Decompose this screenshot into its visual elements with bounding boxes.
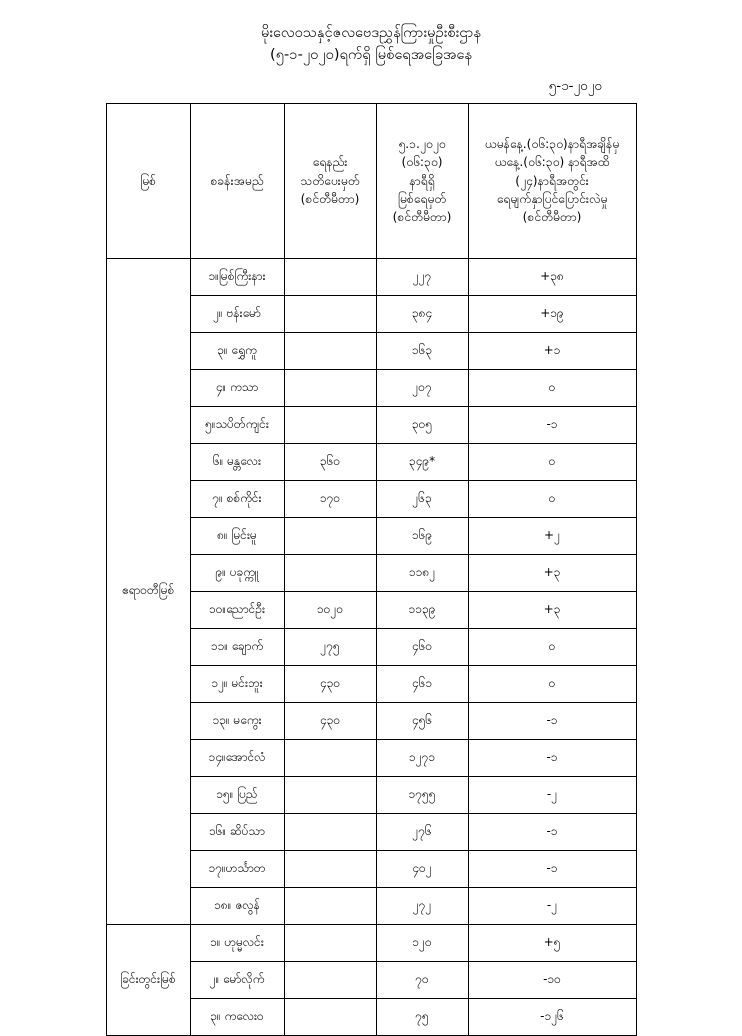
level-change-cell: -၁၂၆ [468,998,636,1035]
danger-level-cell [284,517,376,554]
danger-level-cell [284,258,376,295]
station-name-cell: ၆။ မန္တလေး [190,443,284,480]
station-name-cell: ၉။ ပခုက္ကူ [190,554,284,591]
level-change-cell: +၃ [468,591,636,628]
column-header-change-line-1: ယမန်နေ့.(၀၆:၃၀)နာရီအချိန်မှ [484,137,620,152]
station-name-cell: ၁၇။ဟင်္သာတ [190,850,284,887]
level-change-cell: -၁ [468,739,636,776]
column-header-danger-line-2: သတိပေးမှတ် [300,173,360,188]
water-level-cell: ၁၂၇၁ [376,739,468,776]
water-level-cell: ၇၅ [376,998,468,1035]
station-name-cell: ၅။သပိတ်ကျင်း [190,406,284,443]
level-change-cell: +၅ [468,924,636,961]
document-header [62,22,680,67]
danger-level-cell [284,369,376,406]
danger-level-cell [284,924,376,961]
column-header-basin: မြစ် [106,103,190,258]
danger-level-cell [284,961,376,998]
level-change-cell: ၀ [468,443,636,480]
report-title: (၅-၁-၂၀၂၀)ရက်ရှိ မြစ်ရေအခြေအနေ [269,47,473,64]
station-name-cell: ၁။မြစ်ကြီးနား [190,258,284,295]
station-name-cell: ၄။ ကသာ [190,369,284,406]
table-body [106,258,636,1035]
station-name-cell: ၁၂။ မင်းဘူး [190,665,284,702]
column-header-change-line-3: (၂၄)နာရီအတွင်း [515,173,589,188]
danger-level-cell: ၁၇၀ [284,480,376,517]
danger-level-cell [284,406,376,443]
danger-level-cell [284,332,376,369]
station-name-cell: ၂။ ဗန်းမော် [190,295,284,332]
table-header [106,103,636,258]
level-change-cell: -၁ [468,850,636,887]
basin-name-cell: ခြင်းတွင်းမြစ် [106,924,190,1035]
station-name-cell: ၁၀။ညောင်ဦး [190,591,284,628]
station-name-cell: ၁၁။ ချောက် [190,628,284,665]
level-change-cell: ၀ [468,480,636,517]
level-change-cell: +၁၉ [468,295,636,332]
danger-level-cell [284,554,376,591]
column-header-level-line-5: (စင်တီမီတာ) [392,210,452,225]
danger-level-cell: ၃၆၀ [284,443,376,480]
level-change-cell: +၃၈ [468,258,636,295]
water-level-cell: ၄၀၂ [376,850,468,887]
water-level-cell: ၁၂၀ [376,924,468,961]
danger-level-cell [284,295,376,332]
water-level-cell: ၁၆၃ [376,332,468,369]
column-header-change-line-4: ရေမျက်နှာပြင်ပြောင်းလဲမှု [496,192,608,207]
danger-level-cell [284,850,376,887]
danger-level-cell: ၂၇၅ [284,628,376,665]
water-level-cell: ၄၅၆ [376,702,468,739]
level-change-cell: -၁ [468,406,636,443]
river-level-table [106,103,637,1036]
station-name-cell: ၂။ မော်လိုက် [190,961,284,998]
basin-name-cell: ဧရာဝတီမြစ် [106,258,190,924]
level-change-cell: -၁၀ [468,961,636,998]
water-level-cell: ၄၆၁ [376,665,468,702]
danger-level-cell: ၁၀၂၀ [284,591,376,628]
danger-level-cell [284,998,376,1035]
column-header-level-line-2: (၀၆:၃၀) [401,155,443,170]
level-change-cell: ၀ [468,665,636,702]
water-level-cell: ၂၇၂ [376,887,468,924]
table-header-row [106,103,636,258]
table-row [106,258,636,295]
station-name-cell: ၁၅။ ပြည် [190,776,284,813]
water-level-cell: ၇၀ [376,961,468,998]
column-header-water-level [376,103,468,258]
station-name-cell: ၁၄။အောင်လံ [190,739,284,776]
water-level-cell: ၂၂၇ [376,258,468,295]
station-name-cell: ၁၆။ ဆိပ်သာ [190,813,284,850]
station-name-cell: ၇။ စစ်ကိုင်း [190,480,284,517]
column-header-change [468,103,636,258]
water-level-cell: ၃၀၅ [376,406,468,443]
water-level-cell: ၄၆၀ [376,628,468,665]
station-name-cell: ၁၈။ ဇလွန် [190,887,284,924]
level-change-cell: ၀ [468,369,636,406]
level-change-cell: +၂ [468,517,636,554]
level-change-cell: ၀ [468,628,636,665]
danger-level-cell [284,776,376,813]
column-header-station: စခန်းအမည် [190,103,284,258]
station-name-cell: ၈။ မြင်းမူ [190,517,284,554]
water-level-cell: ၂၆၃ [376,480,468,517]
column-header-danger-line-1: ရေနည်း [312,155,348,170]
level-change-cell: +၃ [468,554,636,591]
table-row [106,924,636,961]
water-level-cell: ၁၇၅၅ [376,776,468,813]
column-header-change-line-2: ယနေ့.(၀၆:၃၀) နာရီအထိ [494,155,610,170]
department-title: မိုးလေဝသနှင့်ဇလဗေဒညွှန်ကြားမှုဦးစီးဌာန [260,25,481,41]
water-level-cell: ၂၀၇ [376,369,468,406]
level-change-cell: +၁ [468,332,636,369]
column-header-level-line-4: မြစ်ရေမှတ် [397,192,447,207]
column-header-level-line-3: နာရီရှိ [409,173,435,188]
level-change-cell: -၁ [468,702,636,739]
column-header-danger-level [284,103,376,258]
station-name-cell: ၁။ ဟုမ္မလင်း [190,924,284,961]
water-level-cell: ၃၄၉* [376,443,468,480]
danger-level-cell: ၄၃၀ [284,702,376,739]
water-level-cell: ၁၁၃၉ [376,591,468,628]
level-change-cell: -၁ [468,813,636,850]
water-level-cell: ၁၁၈၂ [376,554,468,591]
station-name-cell: ၁၃။ မကွေး [190,702,284,739]
report-date: ၅-၁-၂၀၂၀ [548,77,602,94]
danger-level-cell [284,813,376,850]
level-change-cell: -၂ [468,887,636,924]
water-level-cell: ၁၆၉ [376,517,468,554]
water-level-cell: ၂၇၆ [376,813,468,850]
danger-level-cell [284,887,376,924]
danger-level-cell [284,739,376,776]
station-name-cell: ၃။ ရွှေကူ [190,332,284,369]
column-header-level-line-1: ၅.၁.၂၀၂၀ [398,137,446,152]
station-name-cell: ၃။ ကလေးဝ [190,998,284,1035]
column-header-change-line-5: (စင်တီမီတာ) [522,210,582,225]
water-level-cell: ၃၈၄ [376,295,468,332]
column-header-danger-line-3: (စင်တီမီတာ) [300,192,360,207]
danger-level-cell: ၄၃၀ [284,665,376,702]
level-change-cell: -၂ [468,776,636,813]
